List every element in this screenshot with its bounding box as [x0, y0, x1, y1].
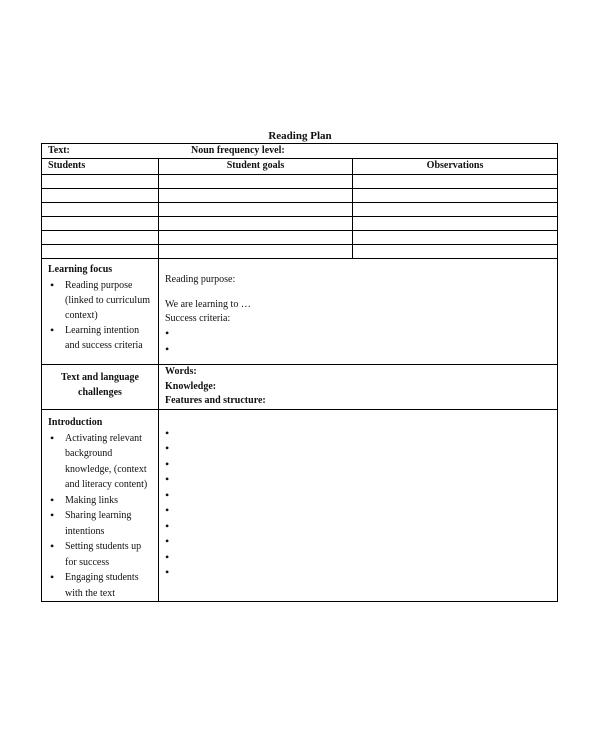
challenges-heading-line1: Text and language	[61, 372, 139, 383]
bullet-line[interactable]	[165, 426, 551, 442]
bullet-line[interactable]	[165, 534, 551, 550]
bullet-line[interactable]	[165, 457, 551, 473]
list-item: • Activating relevant background knowledge, (context and literacy content)	[48, 431, 152, 493]
list-item: • Making links	[48, 493, 152, 509]
reading-plan-table	[41, 143, 558, 602]
bullet-line[interactable]	[165, 472, 551, 488]
reading-purpose-label: Reading purpose:	[165, 274, 236, 285]
text-info-row	[42, 144, 558, 159]
learning-focus-row	[42, 259, 558, 365]
learning-focus-list	[48, 278, 152, 353]
bullet-line[interactable]	[165, 326, 551, 342]
list-item: • Reading purpose (linked to curriculum context)	[48, 278, 152, 323]
success-criteria-label: Success criteria:	[165, 313, 231, 324]
words-label: Words:	[165, 366, 197, 377]
challenges-heading-line2: challenges	[78, 387, 122, 398]
bullet-line[interactable]	[165, 519, 551, 535]
introduction-row	[42, 409, 558, 602]
introduction-notes-list	[165, 426, 551, 581]
list-item: • Engaging students with the text	[48, 570, 152, 601]
text-label: Text:	[48, 145, 70, 156]
student-row	[42, 217, 558, 231]
knowledge-label: Knowledge:	[165, 380, 217, 392]
column-header-students: Students	[42, 159, 159, 175]
column-header-student-goals: Student goals	[159, 159, 353, 175]
introduction-heading: Introduction	[48, 416, 103, 428]
student-row	[42, 175, 558, 189]
student-row	[42, 189, 558, 203]
bullet-line[interactable]	[165, 441, 551, 457]
list-item: • Setting students up for success	[48, 539, 152, 570]
bullet-line[interactable]	[165, 565, 551, 581]
document-title: Reading Plan	[268, 130, 332, 142]
noun-frequency-label: Noun frequency level:	[191, 145, 285, 156]
student-row	[42, 245, 558, 259]
column-header-observations: Observations	[353, 159, 558, 175]
student-row	[42, 203, 558, 217]
introduction-list	[48, 431, 152, 602]
success-criteria-list	[165, 326, 551, 357]
bullet-line[interactable]	[165, 342, 551, 358]
column-header-row	[42, 159, 558, 175]
bullet-line[interactable]	[165, 503, 551, 519]
student-row	[42, 231, 558, 245]
bullet-line[interactable]	[165, 488, 551, 504]
features-structure-label: Features and structure:	[165, 395, 266, 406]
list-item: • Learning intention and success criteria	[48, 323, 152, 353]
learning-focus-heading: Learning focus	[48, 264, 113, 275]
we-are-learning-text: We are learning to …	[165, 299, 251, 310]
bullet-line[interactable]	[165, 550, 551, 566]
list-item: • Sharing learning intentions	[48, 508, 152, 539]
challenges-row	[42, 365, 558, 410]
